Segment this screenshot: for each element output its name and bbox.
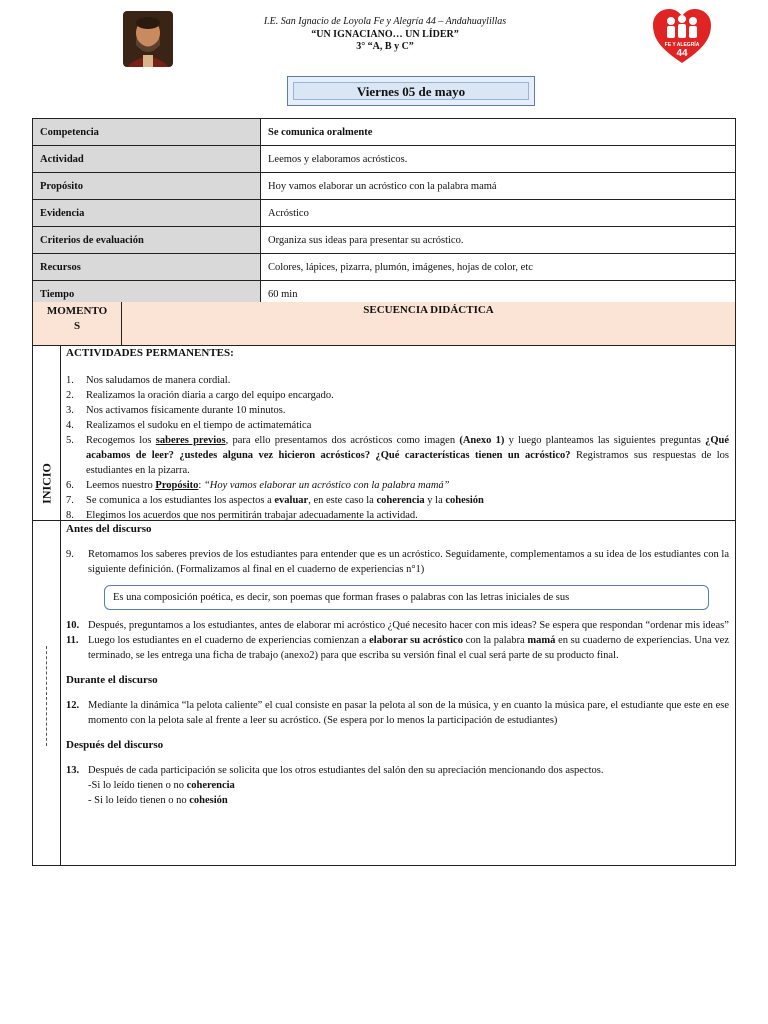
item-quote: “Hoy vamos elaborar un acróstico con la palabra mamá” — [203, 480, 450, 491]
info-value: Colores, lápices, pizarra, plumón, imágenes, hojas de color, etc — [261, 254, 736, 281]
item-text: Retomamos los saberes previos de los estudiantes para entender que es un acróstico. Seguidamente, complementamos a su idea de los estudiantes con la siguiente definición. (Formalizamos al final en el cuaderno de experiencias n°1) — [88, 549, 729, 575]
item-emphasis: Propósito — [155, 480, 199, 491]
info-row-competencia — [33, 119, 736, 146]
item-emphasis: evaluar — [274, 495, 309, 506]
list-item: 13. Después de cada participación se solicita que los otros estudiantes del salón den su apreciación mencionando dos aspectos. -Si lo leído tienen o no coherencia - Si lo leído tienen o no cohesión — [66, 763, 729, 808]
item-emphasis: (Anexo 1) — [459, 435, 505, 446]
item-text: y la — [424, 495, 446, 506]
item-text: Luego los estudiantes en el cuaderno de experiencias comienzan a — [88, 635, 370, 646]
item-emphasis: mamá — [527, 635, 556, 646]
inicio-label-box — [39, 456, 55, 516]
info-row-proposito — [33, 173, 736, 200]
list-item: 8. Elegimos los acuerdos que nos permitirán trabajar adecuadamente la actividad. — [66, 510, 418, 521]
item-emphasis: saberes previos — [155, 435, 226, 446]
info-label: Actividad — [33, 146, 261, 173]
item-emphasis: ¿Qué acabamos de leer? ¿ustedes alguna vez hicieron acrósticos? ¿Qué características tienen un acróstico? — [86, 435, 730, 461]
item-text: -Si lo leído tienen o no — [88, 780, 187, 791]
secuencia-header: SECUENCIA DIDÁCTICA — [363, 304, 494, 316]
antes-list — [66, 547, 729, 577]
info-value: 60 min — [261, 281, 736, 308]
item-text: Nos activamos físicamente durante 10 minutos. — [86, 405, 286, 416]
durante-title: Durante el discurso — [66, 674, 158, 686]
list-item: 2. Realizamos la oración diaria a cargo del equipo encargado. — [66, 390, 334, 401]
logo-text: FE Y ALEGRÍA — [664, 42, 700, 48]
item-text: y luego planteamos las siguientes preguntas — [504, 435, 706, 446]
info-value: Hoy vamos elaborar un acróstico con la palabra mamá — [261, 173, 736, 200]
list-item: 4. Realizamos el sudoku en el tiempo de actimatemática — [66, 420, 312, 431]
criteria-line-1 — [88, 778, 729, 793]
info-row-recursos — [33, 254, 736, 281]
fe-y-alegria-logo — [651, 7, 713, 65]
list-item: 7. Se comunica a los estudiantes los aspectos a evaluar, en este caso la coherencia y la cohesión — [66, 495, 484, 506]
item-text: Realizamos el sudoku en el tiempo de actimatemática — [86, 420, 312, 431]
item-text: Elegimos los acuerdos que nos permitirán trabajar adecuadamente la actividad. — [86, 510, 418, 521]
list-item: 1. Nos saludamos de manera cordial. — [66, 375, 231, 386]
item-text: Después, preguntamos a los estudiantes, antes de elaborar mi acróstico ¿Qué necesito hacer con mis ideas? Se espera que respondan “ordenar mis ideas” — [88, 620, 729, 631]
info-row-evidencia — [33, 200, 736, 227]
info-value: Leemos y elaboramos acrósticos. — [261, 146, 736, 173]
info-label: Competencia — [33, 119, 261, 146]
antes-title: Antes del discurso — [66, 523, 152, 535]
info-value: Acróstico — [261, 200, 736, 227]
grade-sections: 3° “A, B y C” — [356, 41, 414, 52]
info-value: Organiza sus ideas para presentar su acróstico. — [261, 227, 736, 254]
desarrollo-content — [66, 522, 729, 808]
list-item: 11. Luego los estudiantes en el cuaderno de experiencias comienzan a elaborar su acróstico con la palabra mamá en su cuaderno de experiencias. Una vez terminado, se les entrega una ficha de trabajo (anexo2) para que escriba su versión final el cual será parte de su producto final. — [66, 635, 729, 661]
info-label: Tiempo — [33, 281, 261, 308]
saint-portrait-image — [123, 11, 173, 67]
page-header — [0, 0, 768, 75]
inicio-content — [66, 346, 729, 523]
item-emphasis: coherencia — [376, 495, 425, 506]
item-emphasis: elaborar su acróstico — [369, 635, 463, 646]
item-text: - Si lo leído tienen o no — [88, 795, 190, 806]
info-label: Propósito — [33, 173, 261, 200]
info-value: Se comunica oralmente — [261, 119, 736, 146]
info-label: Evidencia — [33, 200, 261, 227]
permanent-activities-list — [66, 373, 729, 523]
momentos-label-1: MOMENTO — [46, 305, 108, 317]
item-text: : — [198, 480, 204, 491]
sequence-body — [32, 345, 736, 866]
list-item: 9. Retomamos los saberes previos de los estudiantes para entender que es un acróstico. Seguidamente, complementamos a su idea de los estudiantes con la siguiente definición. (Formalizamos al final en el cuaderno de experiencias n°1) — [66, 549, 729, 575]
list-item: 10. Después, preguntamos a los estudiantes, antes de elaborar mi acróstico ¿Qué necesito hacer con mis ideas? Se espera que respondan “ordenar mis ideas” — [66, 620, 729, 631]
item-text: Realizamos la oración diaria a cargo del equipo encargado. — [86, 390, 334, 401]
logo-number: 44 — [676, 48, 688, 59]
list-item: 12. Mediante la dinámica “la pelota caliente” el cual consiste en pasar la pelota al son de la música, y en cuanto la música pare, el estudiante que este en ese momento con la pelota sale al frente a leer su acróstico. (Se espera por lo menos la participación de estudiantes) — [66, 700, 729, 726]
momentos-column — [33, 346, 61, 865]
item-text: Nos saludamos de manera cordial. — [86, 375, 231, 386]
list-item: 3. Nos activamos físicamente durante 10 minutos. — [66, 405, 286, 416]
item-text: Registramos sus respuestas de los estudiantes en la pizarra. — [86, 450, 729, 476]
item-text: , para ello presentamos dos acrósticos como imagen — [225, 435, 460, 446]
item-text: Recogemos los — [86, 435, 156, 446]
criteria-line-2 — [88, 793, 729, 808]
definition-box: Es una composición poética, es decir, son poemas que forman frases o palabras con las letras iniciales de sus — [104, 585, 709, 610]
info-row-actividad — [33, 146, 736, 173]
item-emphasis: coherencia — [186, 780, 235, 791]
sequence-header — [32, 302, 736, 346]
school-name: I.E. San Ignacio de Loyola Fe y Alegría 44 – Andahuaylillas — [263, 16, 507, 27]
momentos-header — [33, 302, 122, 345]
permanent-activities-title: ACTIVIDADES PERMANENTES: — [66, 347, 234, 359]
item-text: Leemos nuestro — [86, 480, 156, 491]
antes-list-continued — [66, 618, 729, 663]
item-text: con la palabra — [462, 635, 528, 646]
date-title-box — [287, 76, 535, 106]
dashed-marker — [46, 646, 48, 746]
durante-list — [66, 698, 729, 728]
item-text: Mediante la dinámica “la pelota caliente” el cual consiste en pasar la pelota al son de la música, y en cuanto la música pare, el estudiante que este en ese momento con la pelota sale al frente a leer su acróstico. (Se espera por lo menos la participación de estudiantes) — [88, 700, 729, 726]
inicio-label: INICIO — [39, 463, 54, 504]
item-text: , en este caso la — [308, 495, 377, 506]
item-emphasis: cohesión — [445, 495, 484, 506]
school-motto: “UN IGNACIANO… UN LÍDER” — [311, 28, 459, 40]
despues-list — [66, 763, 729, 808]
info-row-criterios — [33, 227, 736, 254]
date-title: Viernes 05 de mayo — [293, 82, 529, 100]
item-text: Después de cada participación se solicita que los otros estudiantes del salón den su apreciación mencionando dos aspectos. — [88, 765, 604, 776]
school-heading — [200, 16, 570, 54]
list-item: 5. Recogemos los saberes previos, para ello presentamos dos acrósticos como imagen (Anexo 1) y luego planteamos las siguientes preguntas ¿Qué acabamos de leer? ¿ustedes alguna vez hicieron acrósticos? ¿Qué características tienen un acróstico? Registramos sus respuestas de los estudiantes en la pizarra. — [66, 435, 730, 476]
item-text: en su cuaderno de experiencias. Una vez terminado, se les entrega una ficha de trabajo (anexo2) para que escriba su versión final el cual será parte de su producto final. — [88, 635, 729, 661]
info-label: Recursos — [33, 254, 261, 281]
list-item: 6. Leemos nuestro Propósito: “Hoy vamos elaborar un acróstico con la palabra mamá” — [66, 480, 450, 491]
item-text: Se comunica a los estudiantes los aspectos a — [86, 495, 275, 506]
info-label: Criterios de evaluación — [33, 227, 261, 254]
despues-title: Después del discurso — [66, 739, 164, 751]
momentos-label-2: S — [73, 320, 81, 332]
item-emphasis: cohesión — [189, 795, 228, 806]
session-info-table — [32, 118, 736, 308]
